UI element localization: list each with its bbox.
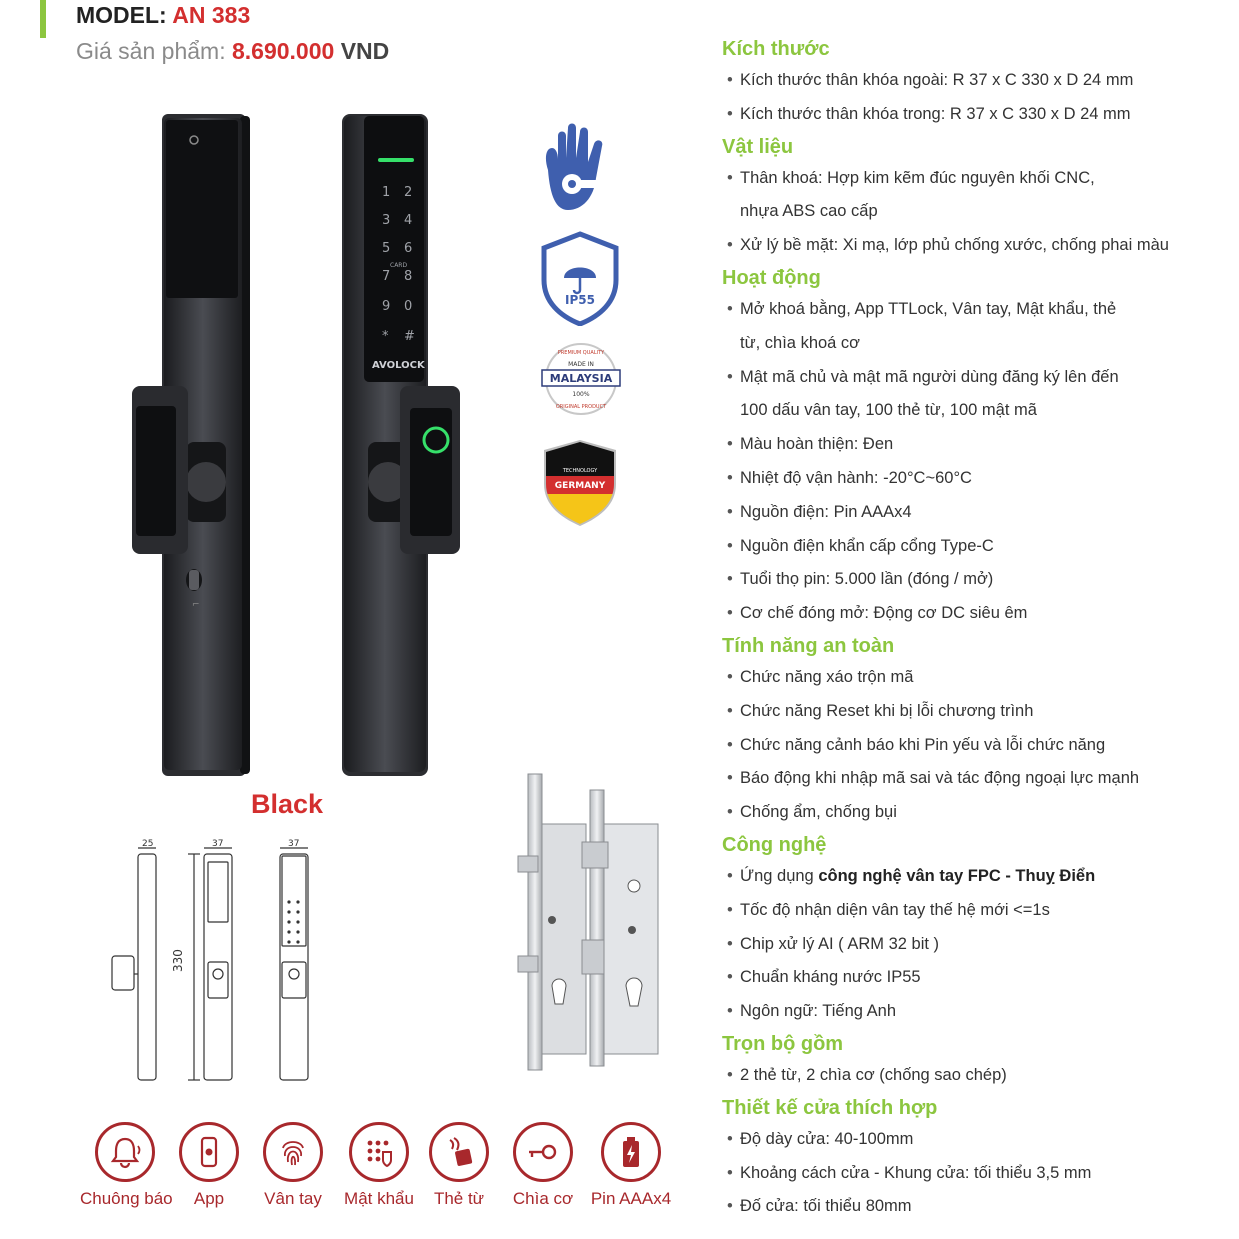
lock-outer-image: [128, 112, 253, 780]
feature-label: Chìa cơ: [512, 1189, 574, 1208]
feature-label: Chuông báo: [80, 1189, 173, 1208]
spec-item: • Khoảng cách cửa - Khung cửa: tối thiểu 3,5 mm: [722, 1157, 1232, 1191]
spec-item: • Chuẩn kháng nước IP55: [722, 961, 1232, 995]
feature-circle: [349, 1122, 409, 1182]
malaysia-pct: 100%: [572, 391, 590, 398]
spec-item: [722, 860, 1232, 894]
keypad-key: 1: [382, 185, 391, 200]
spec-item: • Độ dày cửa: 40-100mm: [722, 1123, 1232, 1157]
lock-inner-image: [340, 112, 470, 780]
card-label: CARD: [390, 262, 408, 269]
key-icon: [525, 1134, 561, 1170]
section-title-operation: Hoạt động: [722, 266, 821, 289]
keypad-key: 8: [404, 269, 413, 284]
model-title: [76, 0, 250, 30]
spec-item: • Ngôn ngữ: Tiếng Anh: [722, 995, 1232, 1029]
brand-logo-text: AVOLOCK: [372, 360, 425, 371]
keypad-key: 7: [382, 269, 391, 284]
feature-circle: [429, 1122, 489, 1182]
phone-icon: [191, 1134, 227, 1170]
feature-label: App: [193, 1189, 225, 1208]
spec-item: • Chức năng Reset khi bị lỗi chương trình: [722, 695, 1232, 729]
section-title-size: Kích thước: [722, 38, 830, 60]
price-line: [76, 36, 389, 66]
price-currency: VND: [340, 38, 390, 64]
keypad-icon: [361, 1134, 397, 1170]
spec-item: [722, 361, 1232, 429]
spec-item: • Chip xử lý AI ( ARM 32 bit ): [722, 928, 1232, 962]
hand-key-icon: [538, 118, 622, 218]
feature-circle: [95, 1122, 155, 1182]
spec-item: • Chức năng cảnh báo khi Pin yếu và lỗi chức năng: [722, 729, 1232, 763]
feature-battery: [586, 1122, 676, 1209]
dimension-drawing: [108, 838, 338, 1088]
spec-item: [722, 162, 1232, 230]
specifications-panel: [722, 34, 1232, 1224]
malaysia-seal-top: PREMIUM QUALITY: [557, 350, 605, 356]
spec-item-line: Mật mã chủ và mật mã người dùng đăng ký lên đến: [740, 367, 1119, 386]
bell-icon: [107, 1134, 143, 1170]
spec-item: • Chống ẩm, chống bụi: [722, 796, 1232, 830]
spec-item: [722, 293, 1232, 361]
feature-circle: [263, 1122, 323, 1182]
spec-item-line: Mở khoá bằng, App TTLock, Vân tay, Mật khẩu, thẻ: [740, 299, 1117, 318]
spec-item: • Nguồn điện khẩn cấp cổng Type-C: [722, 530, 1232, 564]
spec-item: • Chức năng xáo trộn mã: [722, 661, 1232, 695]
dim-width-inner: 37: [288, 839, 300, 849]
section-title-technology: Công nghệ: [722, 833, 827, 856]
feature-key: [498, 1122, 588, 1209]
mortise-lock-image: [512, 770, 664, 1076]
spec-item: • Tuổi thọ pin: 5.000 lần (đóng / mở): [722, 563, 1232, 597]
malaysia-seal-bottom: ORIGINAL PRODUCT: [555, 404, 607, 410]
germany-country: GERMANY: [554, 481, 606, 491]
dim-height: 330: [171, 949, 185, 972]
germany-technology-shield: [542, 438, 618, 526]
feature-label: Vân tay: [264, 1189, 322, 1208]
feature-circle: [179, 1122, 239, 1182]
keypad-key: 3: [382, 213, 391, 228]
keypad-key: 6: [404, 241, 413, 256]
svg-text:⌐: ⌐: [192, 600, 200, 610]
spec-item-line: nhựa ABS cao cấp: [740, 202, 878, 221]
spec-item: • Nhiệt độ vận hành: -20°C~60°C: [722, 462, 1232, 496]
section-title-safety: Tính năng an toàn: [722, 634, 895, 657]
keypad-key: 0: [404, 299, 413, 314]
color-label: Black: [251, 789, 324, 819]
spec-item: • Màu hoàn thiện: Đen: [722, 428, 1232, 462]
dim-width-outer: 37: [212, 839, 224, 849]
fingerprint-icon: [275, 1134, 311, 1170]
spec-item: • Xử lý bề mặt: Xi mạ, lớp phủ chống xước, chống phai màu: [722, 229, 1232, 263]
battery-icon: [613, 1134, 649, 1170]
section-title-door: Thiết kế cửa thích hợp: [722, 1096, 938, 1119]
keypad-key: 2: [404, 185, 413, 200]
spec-item-prefix: Ứng dụng: [740, 866, 814, 885]
feature-label: Thẻ từ: [433, 1189, 485, 1208]
feature-fingerprint: [248, 1122, 338, 1209]
section-title-package: Trọn bộ gồm: [722, 1032, 844, 1055]
malaysia-made-in: MADE IN: [568, 361, 594, 368]
price-value: 8.690.000: [231, 38, 335, 64]
ip-rating-text: IP55: [565, 293, 595, 307]
feature-card: [414, 1122, 504, 1209]
feature-circle: [601, 1122, 661, 1182]
dim-depth: 25: [142, 839, 154, 849]
model-code: AN 383: [172, 2, 251, 28]
card-icon: [441, 1134, 477, 1170]
germany-tech-label: TECHNOLOGY: [562, 468, 598, 474]
feature-label: Pin AAAx4: [590, 1189, 672, 1208]
spec-item: • Kích thước thân khóa trong: R 37 x C 330 x D 24 mm: [722, 98, 1232, 132]
spec-item: • Kích thước thân khóa ngoài: R 37 x C 330 x D 24 mm: [722, 64, 1232, 98]
section-title-material: Vật liệu: [722, 135, 794, 158]
spec-item: • Nguồn điện: Pin AAAx4: [722, 496, 1232, 530]
header-accent-bar: [40, 0, 46, 38]
feature-circle: [513, 1122, 573, 1182]
feature-label: Mật khẩu: [344, 1189, 414, 1208]
keypad-key: 5: [382, 241, 391, 256]
model-label: MODEL:: [76, 2, 167, 28]
ip55-shield-icon: [540, 230, 620, 326]
keypad-key: #: [404, 329, 415, 344]
spec-item: • 2 thẻ từ, 2 chìa cơ (chống sao chép): [722, 1059, 1232, 1093]
keypad-key: 4: [404, 213, 413, 228]
spec-item-line: 100 dấu vân tay, 100 thẻ từ, 100 mật mã: [740, 401, 1037, 420]
spec-item: • Đố cửa: tối thiểu 80mm: [722, 1190, 1232, 1224]
keypad-key: *: [382, 329, 389, 344]
spec-item-line: Thân khoá: Hợp kim kẽm đúc nguyên khối CNC,: [740, 168, 1095, 187]
spec-item: • Tốc độ nhận diện vân tay thế hệ mới <=1s: [722, 894, 1232, 928]
malaysia-country: MALAYSIA: [549, 372, 613, 385]
price-label: Giá sản phẩm:: [76, 38, 226, 64]
spec-item-line: từ, chìa khoá cơ: [740, 333, 861, 352]
spec-item: • Cơ chế đóng mở: Động cơ DC siêu êm: [722, 597, 1232, 631]
spec-item: • Báo động khi nhập mã sai và tác động ngoại lực mạnh: [722, 762, 1232, 796]
feature-bell: [80, 1122, 173, 1209]
made-in-malaysia-seal: [538, 340, 624, 418]
feature-password: [334, 1122, 424, 1209]
spec-item-bold: công nghệ vân tay FPC - Thuỵ Điển: [818, 866, 1096, 885]
feature-app: [164, 1122, 254, 1209]
keypad-key: 9: [382, 299, 391, 314]
